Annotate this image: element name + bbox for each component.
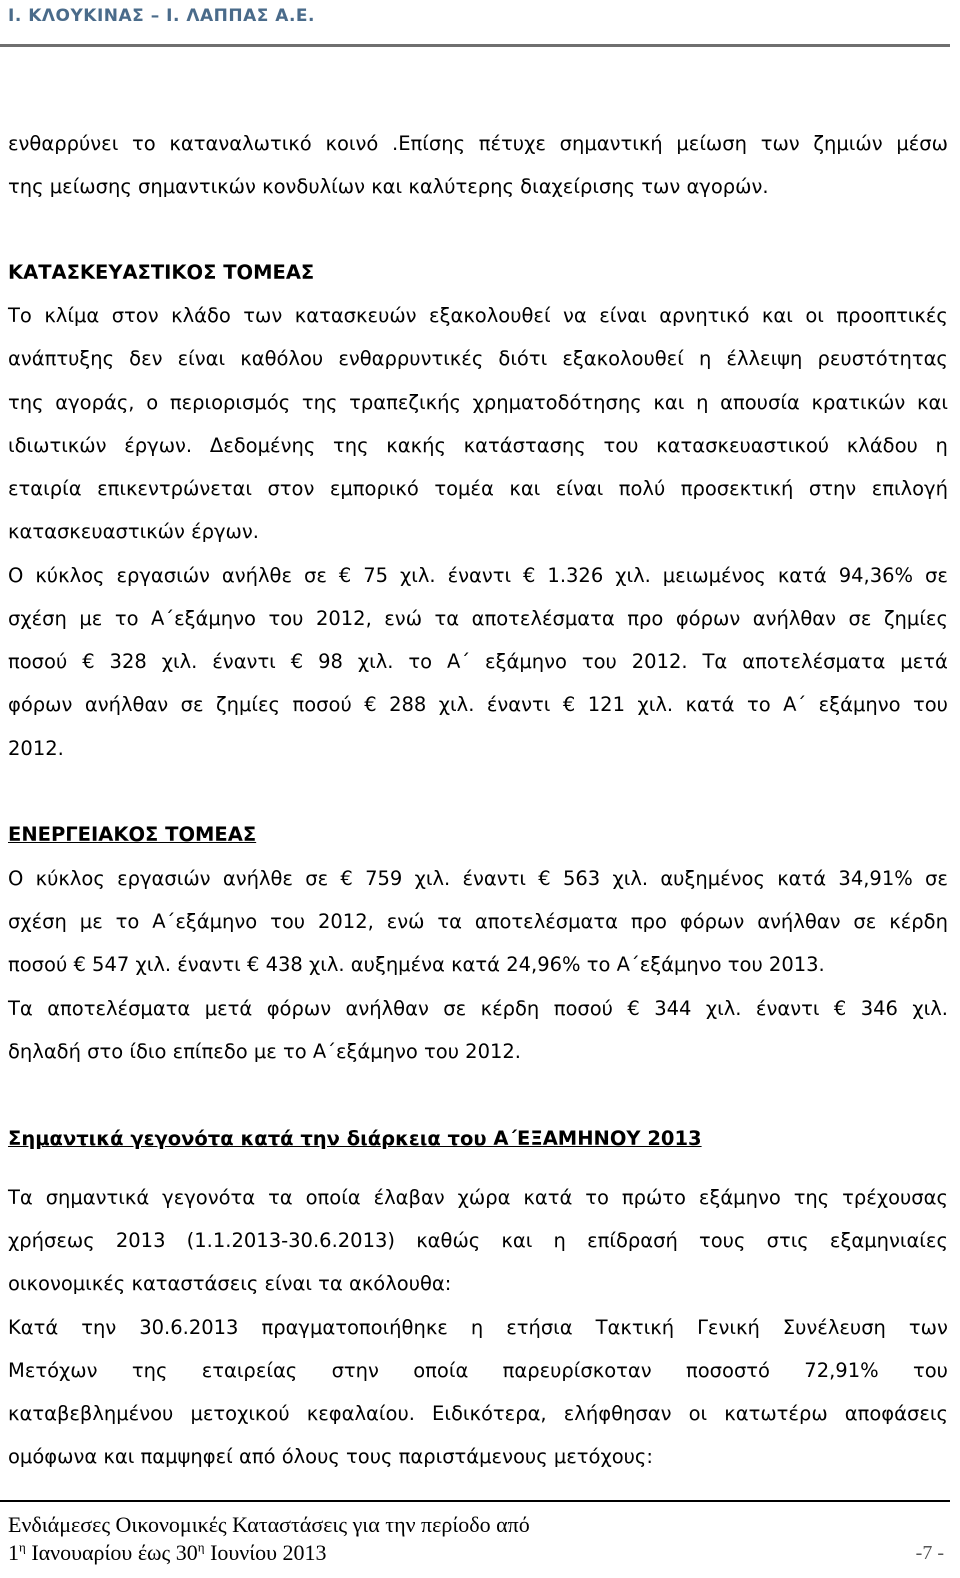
word: φόρων [675,607,741,630]
paragraph-line [8,1401,948,1427]
paragraph-line [8,346,948,372]
word: κέρδη [480,997,540,1020]
word: ποσού [292,693,352,716]
word: κατά [523,1186,573,1209]
paragraph-line: οικονομικές καταστάσεις είναι τα ακόλουθα: [8,1272,452,1295]
paragraph-line: ομόφωνα και παμψηφεί από όλους τους παριστάμενους μετόχους: [8,1445,653,1468]
word: εργασιών [116,564,210,587]
word: αυξημένος [660,867,765,890]
word: είναι [177,347,226,370]
word: κατασκευών [294,304,417,327]
word: το [132,132,156,155]
word: πραγματοποιήθηκε [261,1316,448,1339]
paragraph-line [8,1228,948,1254]
word: αγοράς, [55,391,135,414]
word: έναντι [447,564,512,587]
word: μειωμένος [662,564,766,587]
word: σε [180,693,204,716]
word: € [338,564,352,587]
word: ενθαρρυντικές [338,347,484,370]
word: κλάδου [846,434,918,457]
word: περιορισμός [169,391,291,414]
word: εταιρείας [201,1359,298,1382]
word: προοπτικές [836,304,948,327]
word: τα [434,607,460,630]
word: € [82,650,95,673]
word: έλαβαν [373,1186,445,1209]
word: ανήλθαν [84,693,169,716]
word: εξακολουθεί [562,347,684,370]
word: (1.1.2013-30.6.2013) [186,1229,396,1252]
word: € [538,867,551,890]
word: Α΄εξάμηνο [151,607,256,630]
word: € [290,650,304,673]
paragraph-line [8,433,948,459]
word: σε [303,564,327,587]
word: των [243,304,283,327]
word: Γενική [697,1316,760,1339]
word: € [627,997,640,1020]
word: αποτελέσματα [742,650,886,673]
word: ποσού [553,997,613,1020]
word: 98 [318,650,343,673]
word: του [268,607,304,630]
word: εταιρία [8,477,82,500]
word: μετοχικού [190,1402,290,1425]
word: ενθαρρύνει [8,132,119,155]
word: φόρων [679,910,745,933]
word: κατά [777,564,827,587]
word: Τακτική [595,1316,675,1339]
footer-period-title: Ενδιάμεσες Οικονομικές Καταστάσεις για την περίοδο από [8,1512,530,1537]
paragraph-line [8,131,948,157]
section-heading-energy: ΕΝΕΡΓΕΙΑΚΟΣ ΤΟΜΕΑΣ [8,823,257,846]
word: 72,91% [804,1359,879,1382]
word: προσεκτική [680,477,794,500]
word: το [115,910,140,933]
word: γεγονότα [162,1186,256,1209]
footer-date-part: 1 [8,1540,19,1565]
word: Το [8,304,32,327]
word: ζημίες [216,693,281,716]
word: ποσοστό [685,1359,770,1382]
word: ποσού [8,650,68,673]
word: εξακολουθεί [429,304,551,327]
word: σε [305,867,329,890]
word: σε [925,867,948,890]
word: είναι [599,304,647,327]
word: επίδρασή [587,1229,678,1252]
word: σχέση [8,607,67,630]
paragraph-line [8,692,948,718]
paragraph-line [8,909,948,935]
footer-period-dates [8,1540,327,1566]
word: ζημίες [883,607,948,630]
word: σε [443,997,467,1020]
word: 2012, [317,910,374,933]
paragraph-line [8,1185,948,1211]
word: με [79,910,103,933]
word: 346 [860,997,898,1020]
word: έναντι [486,693,551,716]
word: Α΄ [447,650,471,673]
section-heading-construction: ΚΑΤΑΣΚΕΥΑΣΤΙΚΟΣ ΤΟΜΕΑΣ [8,261,315,284]
paragraph-line: δηλαδή στο ίδιο επίπεδο με το Α΄εξάμηνο του 2012. [8,1040,522,1063]
word: οι [805,304,824,327]
word: αποτελέσματα [474,910,618,933]
word: κακής [386,434,446,457]
paragraph-line [8,303,948,329]
word: οποία [413,1359,469,1382]
word: αποφάσεις [844,1402,948,1425]
word: εξάμηνο [698,1186,781,1209]
word: κύκλος [35,867,105,890]
word: χιλ. [612,867,649,890]
word: καταναλωτικό [169,132,312,155]
word: χιλ. [400,564,436,587]
word: ελήφθησαν [563,1402,672,1425]
word: ζημιών [813,132,883,155]
word: χιλ. [161,650,198,673]
word: απουσία [720,391,800,414]
word: δεν [129,347,163,370]
footer-divider [0,1500,950,1502]
word: εξαμηνιαίες [829,1229,948,1252]
paragraph-line [8,1358,948,1384]
word: χιλ. [637,693,674,716]
word: των [760,132,800,155]
word: 121 [587,693,625,716]
word: κατάστασης [463,434,586,457]
paragraph-line [8,866,948,892]
word: Συνέλευση [782,1316,886,1339]
word: σε [853,910,877,933]
word: κατά [777,867,827,890]
word: την [81,1316,117,1339]
word: τραπεζικής [349,391,461,414]
word: 288 [389,693,427,716]
word: χιλ. [705,997,742,1020]
word: 30.6.2013 [139,1316,239,1339]
footer-superscript: η [19,1539,26,1555]
word: Α΄ [783,693,807,716]
word: χιλ. [414,867,451,890]
word: μέσω [896,132,948,155]
word: έλλειψη [726,347,803,370]
word: Κατά [8,1316,59,1339]
word: καθόλου [240,347,324,370]
word: ανήλθαν [345,997,429,1020]
word: του [603,434,639,457]
word: κεφαλαίου. [306,1402,415,1425]
word: ο [146,391,159,414]
word: κλίμα [44,304,100,327]
word: προ [627,607,664,630]
word: μείωση [676,132,747,155]
word: σχέση [8,910,67,933]
word: μετά [204,997,253,1020]
word: εξάμηνο [818,693,901,716]
word: κατασκευαστικού [656,434,830,457]
word: κατωτέρω [724,1402,828,1425]
paragraph-line [8,649,948,675]
word: € [340,867,353,890]
word: έργων. [124,434,193,457]
paragraph-line [8,606,948,632]
word: η [470,1316,484,1339]
word: της [333,434,369,457]
word: € [523,564,536,587]
word: μετά [900,650,948,673]
word: επιλογή [871,477,948,500]
word: χρήσεως [8,1229,95,1252]
word: πρώτο [621,1186,686,1209]
word: διότι [498,347,548,370]
word: € [364,693,377,716]
word: και [501,1229,533,1252]
word: τομέα [434,477,494,500]
paragraph-line [8,996,948,1022]
word: το [585,1186,609,1209]
paragraph-line [8,476,948,502]
word: κλάδο [171,304,231,327]
word: επικεντρώνεται [97,477,252,500]
word: αρνητικό [659,304,750,327]
word: Ο [8,867,24,890]
word: στην [331,1359,379,1382]
word: τα [437,910,462,933]
word: ανάπτυξης [8,347,115,370]
word: εργασιών [117,867,211,890]
word: και [761,304,793,327]
word: φόρων [266,997,332,1020]
word: χιλ. [615,564,651,587]
word: είναι [555,477,604,500]
word: του [581,650,617,673]
word: Τα [8,1186,33,1209]
word: Ο [8,564,24,587]
word: 344 [654,997,692,1020]
word: € [562,693,576,716]
word: σε [848,607,872,630]
word: έναντι [755,997,820,1020]
word: 75 [363,564,389,587]
footer-superscript: η [197,1539,205,1555]
footer-date-part: Ιουνίου 2013 [204,1540,327,1565]
page-number: -7 - [915,1542,944,1564]
word: στον [111,304,159,327]
word: χώρα [457,1186,511,1209]
word: ενώ [384,607,423,630]
paragraph-line: ποσού € 547 χιλ. έναντι € 438 χιλ. αυξημένα κατά 24,96% το Α΄εξάμηνο του 2013. [8,953,825,976]
word: κύκλος [35,564,105,587]
word: η [553,1229,566,1252]
word: χιλ. [438,693,475,716]
word: ανήλθε [222,867,293,890]
word: 2012. [631,650,688,673]
footer-date-part: Ιανουαρίου έως 30 [25,1540,198,1565]
paragraph-line [8,1315,948,1341]
word: καταβεβλημένου [8,1402,174,1425]
word: των [908,1316,948,1339]
word: ανήλθαν [757,910,841,933]
word: το [408,650,433,673]
word: οι [688,1402,708,1425]
word: της [301,391,338,414]
word: πέτυχε [478,132,546,155]
word: και [917,391,948,414]
word: Τα [702,650,728,673]
word: της [793,1186,830,1209]
word: ανήλθε [221,564,293,587]
word: σημαντική [559,132,663,155]
word: έναντι [462,867,526,890]
word: αποτελέσματα [47,997,191,1020]
word: κατά [685,693,735,716]
word: της [131,1359,168,1382]
word: 328 [109,650,147,673]
paragraph-line: κατασκευαστικών έργων. [8,520,259,543]
paragraph-line [8,390,948,416]
word: στον [267,477,315,500]
word: του [270,910,306,933]
word: .Επίσης [392,132,466,155]
word: χιλ. [357,650,394,673]
word: του [913,693,948,716]
word: εμπορικό [329,477,419,500]
word: της [8,391,44,414]
company-header: Ι. ΚΛΟΥΚΙΝΑΣ – Ι. ΛΑΠΠΑΣ Α.Ε. [8,6,315,26]
paragraph-line: 2012. [8,737,64,760]
word: το [114,607,139,630]
word: 1.326 [547,564,604,587]
word: η [696,391,709,414]
word: η [698,347,712,370]
word: με [79,607,103,630]
word: 34,91% [838,867,913,890]
paragraph-line [8,563,948,589]
section-heading-events: Σημαντικά γεγονότα κατά την διάρκεια του Α΄ΕΞΑΜΗΝΟΥ 2013 [8,1127,702,1150]
word: έναντι [212,650,276,673]
word: Τα [8,997,33,1020]
word: σημαντικά [45,1186,150,1209]
word: αποτελέσματα [471,607,615,630]
word: φόρων [8,693,73,716]
word: οποία [305,1186,361,1209]
word: του [912,1359,948,1382]
word: ιδιωτικών [8,434,107,457]
word: ρευστότητας [817,347,948,370]
word: εξάμηνο [485,650,567,673]
word: να [563,304,587,327]
word: η [935,434,948,457]
word: χρηματοδότησης [472,391,642,414]
header-divider [0,44,950,47]
word: τους [699,1229,746,1252]
word: ετήσια [506,1316,573,1339]
paragraph-line: της μείωσης σημαντικών κονδυλίων και καλύτερης διαχείρισης των αγορών. [8,175,769,198]
word: Μετόχων [8,1359,98,1382]
word: σε [925,564,948,587]
word: καθώς [416,1229,481,1252]
word: προ [630,910,667,933]
word: στις [766,1229,809,1252]
word: το [746,693,771,716]
word: € [833,997,847,1020]
word: και [653,391,685,414]
word: στην [808,477,857,500]
word: ενώ [386,910,425,933]
word: 563 [562,867,601,890]
word: 759 [365,867,403,890]
word: τρέχουσας [842,1186,948,1209]
word: χιλ. [912,997,948,1020]
word: 2012, [315,607,372,630]
word: κρατικών [811,391,906,414]
word: κέρδη [889,910,948,933]
word: Δεδομένης [209,434,316,457]
word: τα [268,1186,293,1209]
word: και [509,477,541,500]
word: 2013 [115,1229,166,1252]
word: Ειδικότερα, [432,1402,547,1425]
word: 94,36% [838,564,914,587]
word: παρευρίσκοταν [502,1359,652,1382]
word: πολύ [618,477,666,500]
word: Α΄εξάμηνο [152,910,258,933]
word: κοινό [325,132,379,155]
word: ανήλθαν [752,607,837,630]
